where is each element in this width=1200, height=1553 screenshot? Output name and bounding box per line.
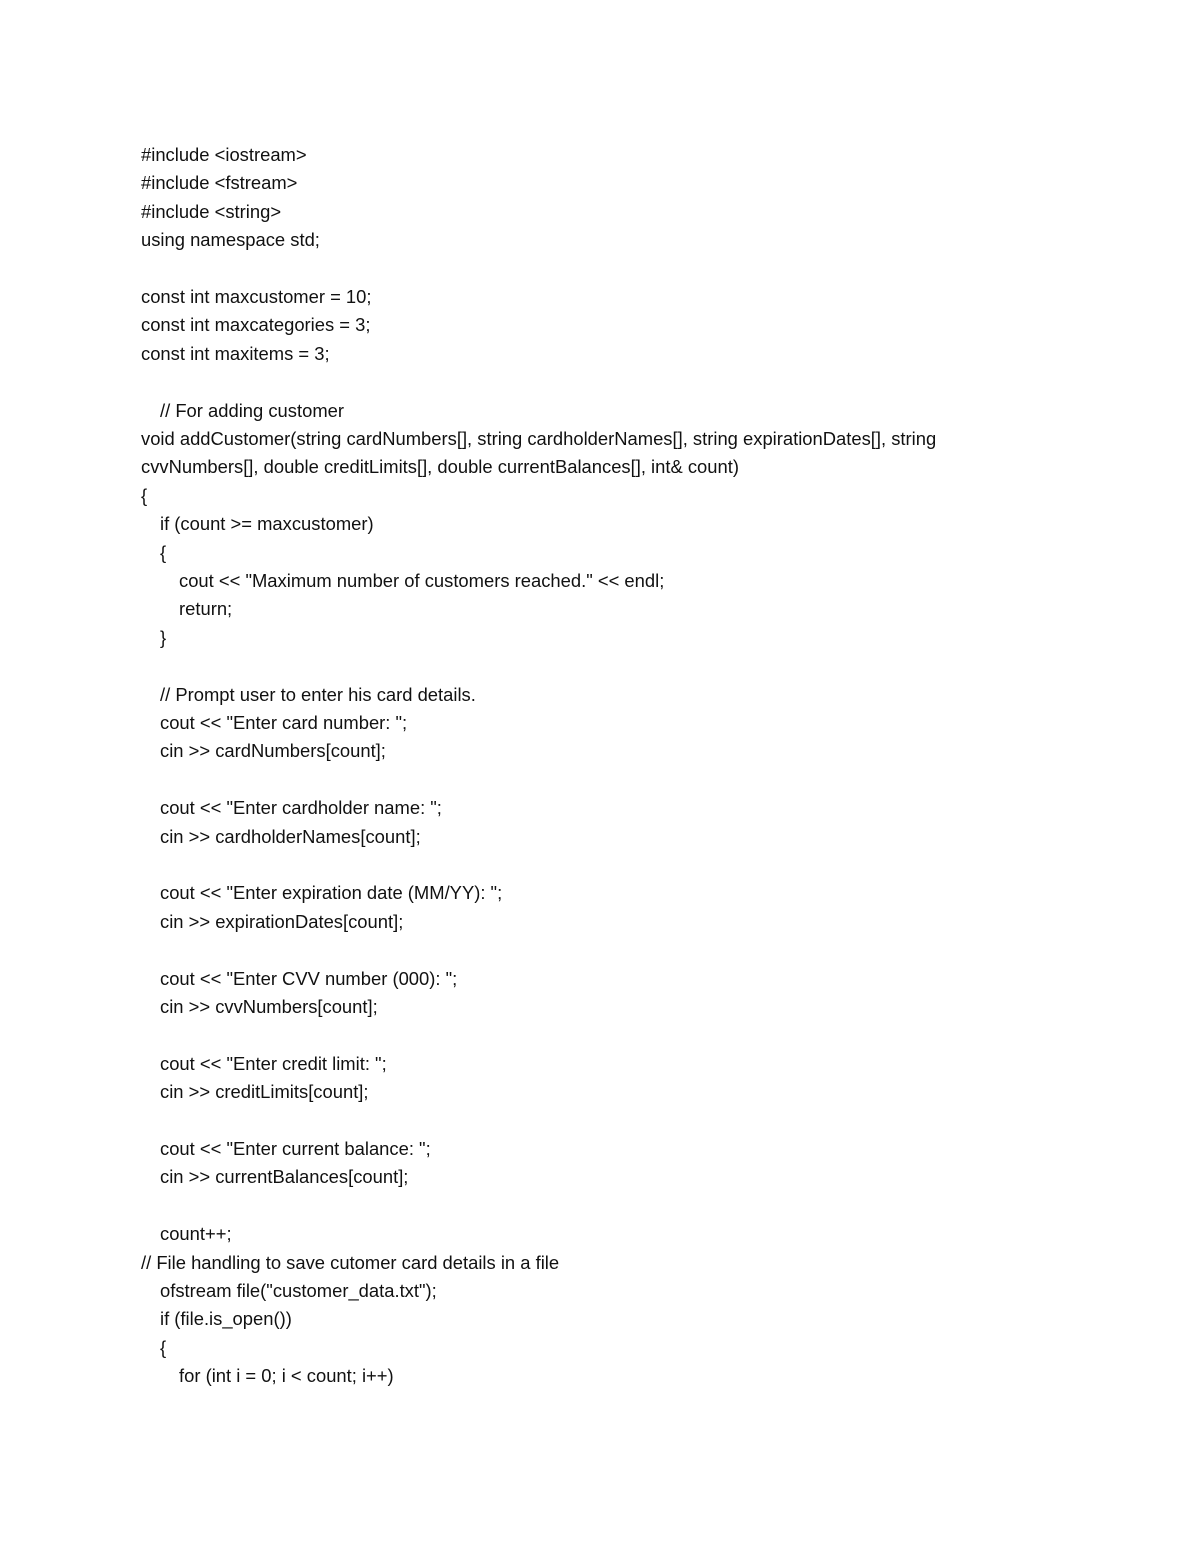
code-line: for (int i = 0; i < count; i++) bbox=[179, 1365, 394, 1387]
code-line: // File handling to save cutomer card details in a file bbox=[141, 1251, 560, 1273]
code-line: using namespace std; bbox=[141, 229, 320, 251]
code-line: cout << "Maximum number of customers reached." << endl; bbox=[179, 570, 665, 591]
code-line: { bbox=[160, 1336, 167, 1358]
code-line: count++; bbox=[160, 1223, 232, 1245]
code-line: cout << "Enter credit limit: "; bbox=[160, 1052, 387, 1074]
code-line: cout << "Enter cardholder name: "; bbox=[160, 797, 442, 819]
code-line: ofstream file("customer_data.txt"); bbox=[160, 1280, 437, 1301]
code-line: void addCustomer(string cardNumbers[], string cardholderNames[], string expirationDates[], string bbox=[141, 428, 937, 449]
code-line: #include <string> bbox=[141, 200, 282, 222]
code-line: #include <fstream> bbox=[141, 172, 298, 194]
code-line: cin >> creditLimits[count]; bbox=[160, 1081, 369, 1103]
code-line: const int maxcategories = 3; bbox=[141, 314, 371, 336]
code-line: if (file.is_open()) bbox=[160, 1308, 292, 1330]
code-line: cin >> expirationDates[count]; bbox=[160, 910, 404, 932]
code-line: cin >> cvvNumbers[count]; bbox=[160, 996, 378, 1017]
code-line: if (count >= maxcustomer) bbox=[160, 513, 374, 535]
code-line: { bbox=[160, 541, 167, 563]
code-line: // For adding customer bbox=[160, 399, 344, 421]
code-line: } bbox=[160, 626, 167, 648]
code-line: #include <iostream> bbox=[141, 144, 307, 165]
code-line: // Prompt user to enter his card details. bbox=[160, 683, 476, 705]
code-line: cout << "Enter expiration date (MM/YY): "; bbox=[160, 882, 503, 904]
code-line: cout << "Enter current balance: "; bbox=[160, 1138, 431, 1159]
code-line: { bbox=[141, 484, 148, 506]
code-line: cin >> cardNumbers[count]; bbox=[160, 740, 386, 762]
code-line: cout << "Enter card number: "; bbox=[160, 712, 408, 733]
code-line: cin >> cardholderNames[count]; bbox=[160, 825, 421, 847]
code-line: const int maxcustomer = 10; bbox=[141, 286, 372, 307]
code-line: cin >> currentBalances[count]; bbox=[160, 1166, 409, 1188]
code-line: cvvNumbers[], double creditLimits[], double currentBalances[], int& count) bbox=[141, 456, 739, 478]
code-line: const int maxitems = 3; bbox=[141, 342, 330, 364]
code-line: return; bbox=[179, 598, 233, 620]
code-line: cout << "Enter CVV number (000): "; bbox=[160, 967, 458, 989]
